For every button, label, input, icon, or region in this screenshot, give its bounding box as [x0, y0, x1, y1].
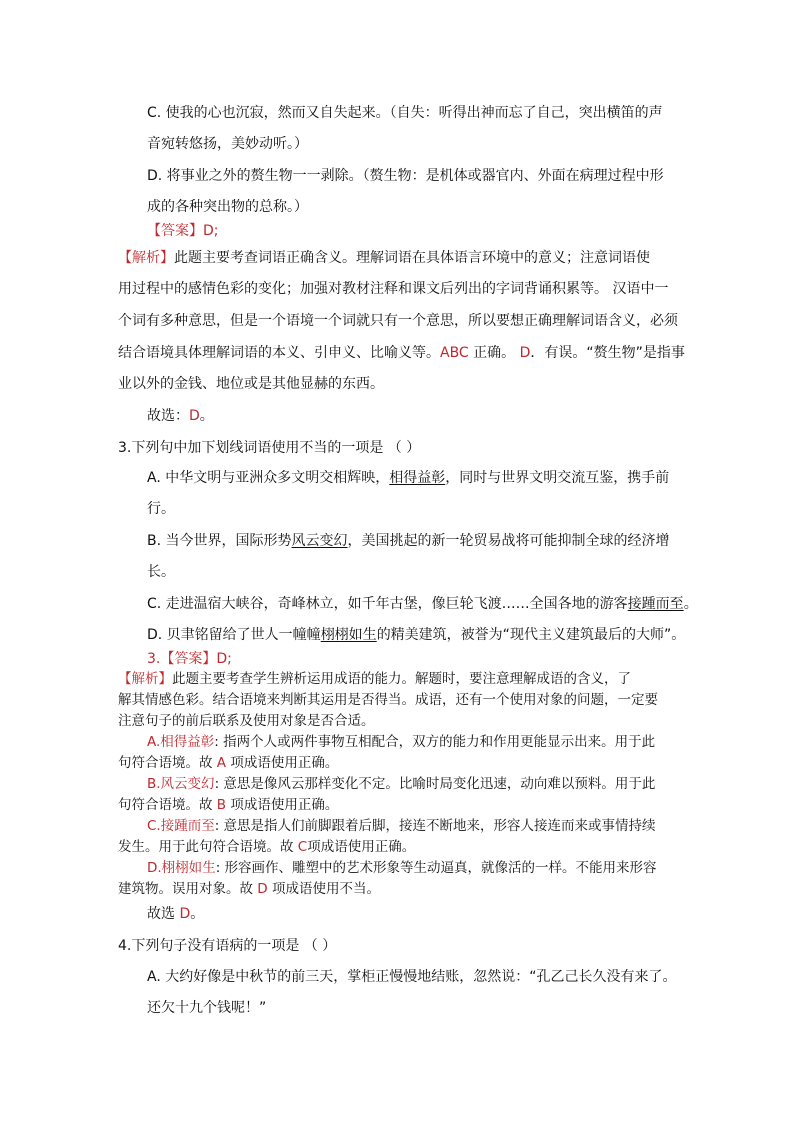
- choice-end: 。: [190, 906, 205, 922]
- q3-final-choice: [147, 905, 204, 923]
- text: 项成语使用不当。: [267, 881, 380, 897]
- underlined-idiom: 风云变幻: [291, 533, 348, 549]
- idiom-tag: C.接踵而至: [147, 818, 215, 834]
- analysis-text: 结合语境具体理解词语的本义、引申义、比喻义等。: [118, 345, 440, 361]
- q2-analysis-line4: [118, 344, 685, 362]
- idiom-explanation: : 指两个人或两件事物互相配合，双方的能力和作用更能显示出来。用于此: [214, 734, 656, 750]
- q3-item-d-line1: [147, 859, 657, 877]
- underlined-idiom: 栩栩如生: [320, 627, 377, 643]
- q2-option-d-line1: D. 将事业之外的赘生物一一剥除。（赘生物：是机体或器官内、外面在病理过程中形: [147, 168, 664, 184]
- text: 项成语使用正确。: [226, 755, 339, 771]
- q3-item-c-line2: [118, 838, 415, 856]
- choice-end: 。: [199, 408, 214, 424]
- answer-value: D;: [203, 223, 219, 239]
- q3-option-d: [147, 626, 685, 644]
- q2-analysis-line5: 业以外的金钱、地位或是其他显赫的东西。: [118, 376, 384, 392]
- q2-analysis-line1: [118, 249, 650, 267]
- letter: C: [297, 839, 308, 855]
- text: 句符合语境。故: [118, 755, 217, 771]
- idiom-tag: A.相得益彰: [147, 734, 215, 750]
- letter: A: [216, 755, 227, 771]
- q2-analysis-line2: 用过程中的感情色彩的变化；加强对教材注释和课文后列出的字词背诵积累等。 汉语中一: [118, 281, 669, 297]
- q3-option-c: [147, 595, 698, 613]
- option-text: 。: [683, 596, 698, 612]
- choice-letter: D: [189, 408, 200, 424]
- idiom-explanation: : 意思是指人们前脚跟着后脚，接连不断地来，形容人接连而来或事情持续: [214, 818, 656, 834]
- q3-item-c-line1: [147, 817, 656, 835]
- q3-item-b-line2: [118, 796, 338, 814]
- q3-item-b-line1: [147, 775, 655, 793]
- option-text: A. 中华文明与亚洲众多文明交相辉映，: [147, 470, 390, 486]
- answer-letters: ABC: [440, 345, 469, 361]
- text: 项成语使用正确。: [226, 797, 339, 813]
- idiom-tag: D.栩栩如生: [147, 860, 216, 876]
- analysis-tag: 【解析】: [118, 671, 172, 687]
- choice-label: 故选：: [147, 408, 189, 424]
- q3-analysis-line2: 解其情感色彩。结合语境来判断其运用是否得当。成语，还有一个使用对象的问题，一定要: [118, 692, 658, 708]
- q3-item-a-line1: [147, 733, 655, 751]
- answer-tag: 【答案】: [147, 223, 203, 239]
- idiom-explanation: : 意思是像风云那样变化不定。比喻时局变化迅速，动向难以预料。用于此: [214, 776, 656, 792]
- q2-analysis-line3: 个词有多种意思，但是一个语境一个词就只有一个意思，所以要想正确理解词语含义，必须: [118, 313, 678, 329]
- q2-option-c-line1: C. 使我的心也沉寂，然而又自失起来。（自失：听得出神而忘了自己，突出横笛的声: [147, 105, 663, 121]
- q3-answer: 3.【答案】D;: [147, 651, 232, 667]
- option-text: B. 当今世界，国际形势: [147, 533, 292, 549]
- q3-option-a-line2: 行。: [147, 501, 175, 517]
- analysis-text: 正确。: [468, 345, 520, 361]
- letter: B: [216, 797, 227, 813]
- idiom-tag: B.风云变幻: [147, 776, 215, 792]
- option-text: 的精美建筑，被誉为“现代主义建筑最后的大师”。: [376, 627, 686, 643]
- underlined-idiom: 接踵而至: [627, 596, 684, 612]
- text: 发生。用于此句符合语境。故: [118, 839, 298, 855]
- q2-answer: [147, 222, 219, 240]
- option-text: C. 走进温宿大峡谷，奇峰林立，如千年古堡，像巨轮飞渡……全国各地的游客: [147, 596, 628, 612]
- q4-stem: 4.下列句子没有语病的一项是 （ ）: [118, 938, 337, 954]
- text: 句符合语境。故: [118, 797, 217, 813]
- choice-letter: D: [179, 906, 191, 922]
- q2-final-choice: [147, 407, 214, 425]
- q3-option-a-line1: [147, 469, 669, 487]
- q3-stem: 3.下列句中加下划线词语使用不当的一项是 （ ）: [118, 440, 421, 456]
- letter: D: [257, 881, 268, 897]
- option-text: D. 贝聿铭留给了世人一幢幢: [147, 627, 321, 643]
- text: 项成语使用正确。: [307, 839, 416, 855]
- analysis-text: 此题主要考查学生辨析运用成语的能力。解题时，要注意理解成语的含义，了: [172, 671, 631, 687]
- q3-option-b-line1: [147, 532, 670, 550]
- option-text: ，同时与世界文明交流互鉴，携手前: [445, 470, 670, 486]
- q3-analysis-line3: 注意句子的前后联系及使用对象是否合适。: [118, 713, 375, 729]
- choice-label: 故选: [147, 906, 180, 922]
- q3-item-d-line2: [118, 880, 380, 898]
- analysis-text: 此题主要考查词语正确含义。理解词语在具体语言环境中的意义；注意词语使: [174, 250, 650, 266]
- analysis-tag: 【解析】: [118, 250, 174, 266]
- answer-letter: D: [519, 345, 531, 361]
- idiom-explanation: : 形容画作、雕塑中的艺术形象等生动逼真，就像活的一样。不能用来形容: [215, 860, 657, 876]
- text: 建筑物。误用对象。故: [118, 881, 258, 897]
- underlined-idiom: 相得益彰: [389, 470, 446, 486]
- q2-option-d-line2: 成的各种突出物的总称。）: [147, 199, 308, 215]
- analysis-text: ．有误。“赘生物”是指事: [530, 345, 685, 361]
- q3-option-b-line2: 长。: [147, 564, 175, 580]
- q3-item-a-line2: [118, 754, 338, 772]
- option-text: ，美国挑起的新一轮贸易战将可能抑制全球的经济增: [347, 533, 670, 549]
- q4-option-a-line2: 还欠十九个钱呢！”: [147, 1000, 267, 1016]
- q4-option-a-line1: A. 大约好像是中秋节的前三天，掌柜正慢慢地结账，忽然说：“孔乙己长久没有来了。: [147, 969, 677, 985]
- q2-option-c-line2: 音宛转悠扬，美妙动听。）: [147, 136, 308, 152]
- q3-analysis-line1: [118, 670, 631, 688]
